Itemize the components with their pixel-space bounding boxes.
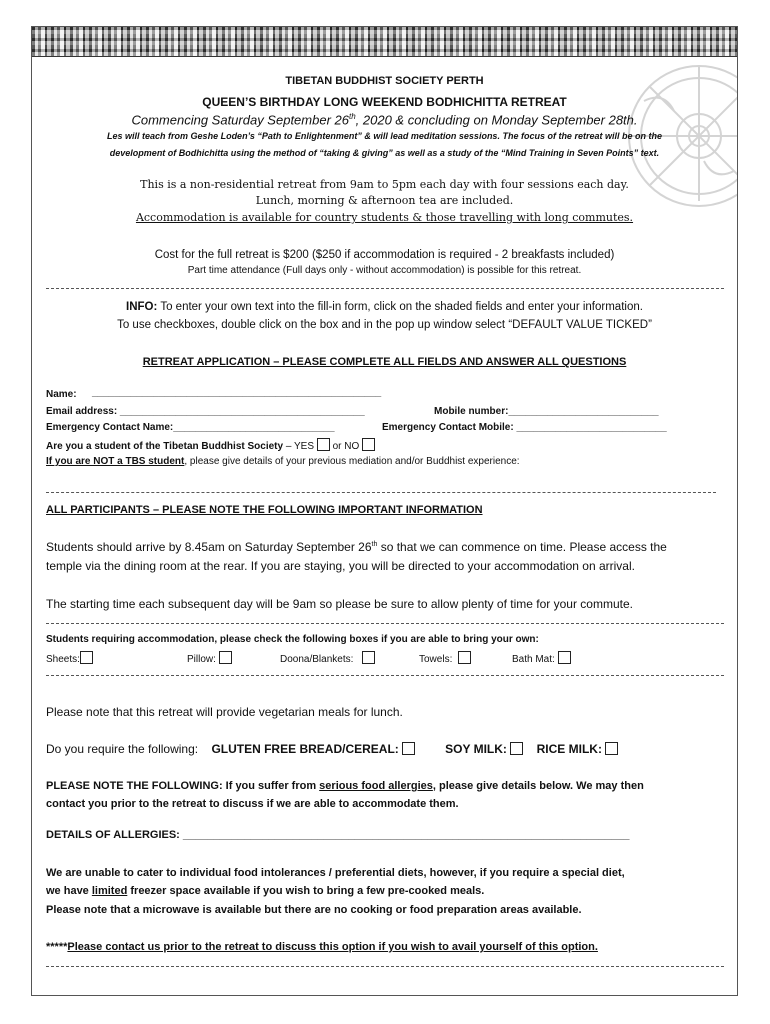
towels-label: Towels: (419, 654, 453, 665)
pillow-label: Pillow: (187, 654, 216, 665)
soy-label: SOY MILK: (445, 742, 507, 756)
diet-text-b: freezer space available if you wish to bring a few pre-cooked meals. (127, 885, 485, 897)
not-student-text: , please give details of your previous mediation and/or Buddhist experience: (184, 456, 520, 467)
gluten-label: GLUTEN FREE BREAD/CEREAL: (211, 742, 399, 756)
divider (46, 288, 724, 289)
veg-meals-text: Please note that this retreat will provide vegetarian meals for lunch. (46, 705, 403, 719)
allergy-text-b: , please give details below. We may then (432, 780, 644, 792)
decorative-banner (32, 27, 737, 57)
info-text: To enter your own text into the fill-in form, click on the shaded fields and enter your information. (157, 301, 643, 313)
divider (46, 492, 716, 493)
towels-option (419, 651, 471, 665)
emergency-name-field[interactable]: Emergency Contact Name:_____________________________ (46, 422, 335, 433)
application-heading: RETREAT APPLICATION – PLEASE COMPLETE ALL FIELDS AND ANSWER ALL QUESTIONS (142, 356, 627, 368)
allergy-line-2: contact you prior to the retreat to discuss if we are able to accommodate them. (46, 798, 459, 810)
bathmat-checkbox[interactable] (558, 651, 571, 664)
arrive-text-a: Students should arrive by 8.45am on Saturday September 26 (46, 540, 372, 554)
diet-text-u: limited (91, 885, 128, 897)
allergy-text-u: serious food allergies (319, 780, 433, 792)
divider (46, 623, 724, 624)
divider (46, 966, 724, 967)
teaching-line-2: development of Bodhichitta using the method of “taking & giving” as well as a study of the “Mind Training in Seven Points” text. (109, 148, 660, 158)
rice-checkbox[interactable] (605, 742, 618, 755)
pillow-option (187, 651, 232, 665)
allergy-details-field[interactable]: DETAILS OF ALLERGIES: _________________________________________________________________________ (46, 829, 630, 841)
diet-line-2 (46, 885, 484, 897)
require-label: Do you require the following: (46, 742, 199, 756)
doona-option (280, 651, 375, 665)
dietary-options (46, 742, 618, 756)
diet-line-1: We are unable to cater to individual food intolerances / preferential diets, however, if you require a special diet, (46, 867, 625, 879)
dates-sup: th (348, 112, 356, 121)
soy-checkbox[interactable] (510, 742, 523, 755)
contact-note (46, 941, 598, 953)
intro-line-3: Accommodation is available for country students & those travelling with long commutes. (135, 211, 634, 224)
mobile-field[interactable]: Mobile number:___________________________ (434, 406, 659, 417)
sheets-option (46, 651, 93, 665)
sheets-checkbox[interactable] (80, 651, 93, 664)
student-question-text: Are you a student of the Tibetan Buddhist Society (46, 441, 284, 452)
info-label: INFO: (126, 301, 158, 313)
name-label: Name: (46, 389, 77, 400)
diet-text-a: we have (46, 885, 92, 897)
cost-line-1: Cost for the full retreat is $200 ($250 if accommodation is required - 2 breakfasts included) (154, 249, 615, 261)
start-time-text: The starting time each subsequent day will be 9am so please be sure to allow plenty of time for your commute. (46, 597, 633, 611)
arrive-line-2: temple via the dining room at the rear. If you are staying, you will be directed to your accommodation on arrival. (46, 559, 635, 573)
emergency-mobile-field[interactable]: Emergency Contact Mobile: ___________________________ (382, 422, 667, 433)
arrive-line-1 (46, 540, 667, 554)
doona-checkbox[interactable] (362, 651, 375, 664)
student-yes-checkbox[interactable] (317, 438, 330, 451)
info-line-2: To use checkboxes, double click on the box and in the pop up window select “DEFAULT VALUE TICKED” (117, 319, 652, 331)
org-name: TIBETAN BUDDHIST SOCIETY PERTH (285, 75, 484, 87)
yes-label: – YES (283, 441, 317, 452)
diet-line-3: Please note that a microwave is available but there are no cooking or food preparation areas available. (46, 904, 582, 916)
form-page (31, 26, 738, 996)
allergy-text-a: PLEASE NOTE THE FOLLOWING: If you suffer from (46, 780, 320, 792)
info-line-1 (32, 301, 737, 313)
contact-stars: ***** (46, 941, 68, 953)
email-field[interactable]: Email address: ____________________________________________ (46, 406, 365, 417)
teaching-line-1: Les will teach from Geshe Loden’s “Path to Enlightenment” & will lead meditation sessions. The focus of the retreat will be on the (107, 131, 662, 141)
student-no-checkbox[interactable] (362, 438, 375, 451)
rice-label: RICE MILK: (536, 742, 602, 756)
name-field[interactable]: ____________________________________________________ (92, 387, 382, 398)
student-question (46, 438, 375, 452)
not-student-label: If you are NOT a TBS student (46, 456, 185, 467)
arrive-text-b: so that we can commence on time. Please access the (377, 540, 667, 554)
retreat-dates (32, 112, 737, 127)
dates-start: Commencing Saturday September 26 (131, 112, 349, 128)
allergy-line-1 (46, 780, 644, 792)
no-label: or NO (329, 441, 363, 452)
retreat-title: QUEEN’S BIRTHDAY LONG WEEKEND BODHICHITTA RETREAT (202, 95, 567, 109)
accommodation-heading: Students requiring accommodation, please check the following boxes if you are able to bring your own: (46, 634, 539, 645)
gluten-checkbox[interactable] (402, 742, 415, 755)
doona-label: Doona/Blankets: (280, 654, 354, 665)
pillow-checkbox[interactable] (219, 651, 232, 664)
arrive-sup: th (371, 541, 378, 548)
intro-line-2: Lunch, morning & afternoon tea are included. (255, 194, 514, 207)
bathmat-option (512, 651, 571, 665)
important-heading: ALL PARTICIPANTS – PLEASE NOTE THE FOLLOWING IMPORTANT INFORMATION (46, 504, 483, 516)
contact-text: Please contact us prior to the retreat to discuss this option if you wish to avail yourself of this option. (67, 941, 598, 953)
towels-checkbox[interactable] (458, 651, 471, 664)
sheets-label: Sheets: (46, 654, 80, 665)
cost-line-2: Part time attendance (Full days only - without accommodation) is possible for this retreat. (187, 265, 582, 276)
dates-end: , 2020 & concluding on Monday September 28th. (355, 112, 638, 128)
bathmat-label: Bath Mat: (512, 654, 555, 665)
not-student-line (46, 456, 520, 467)
intro-line-1: This is a non-residential retreat from 9am to 5pm each day with four sessions each day. (140, 178, 629, 191)
divider (46, 675, 724, 676)
